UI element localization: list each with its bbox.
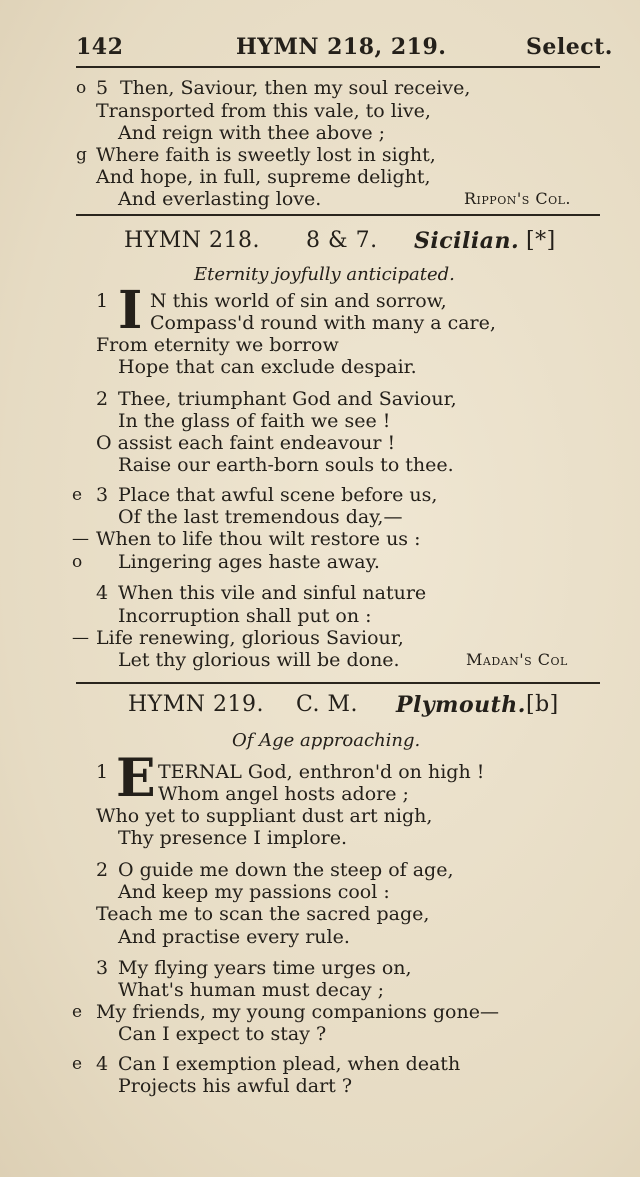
dynamic-mark: —: [72, 628, 89, 648]
hymn-subtitle: Eternity joyfully anticipated.: [194, 264, 455, 285]
verse-line: Where faith is sweetly lost in sight,: [96, 144, 436, 166]
page-number: 142: [76, 34, 124, 60]
stanza-number: 5: [96, 77, 109, 99]
verse-line: Whom angel hosts adore ;: [158, 783, 409, 805]
drop-cap: I: [118, 280, 143, 341]
verse-line: When to life thou wilt restore us :: [96, 528, 421, 550]
stanza-number: 3: [96, 957, 109, 979]
verse-line: From eternity we borrow: [96, 334, 339, 356]
verse-line: O assist each faint endeavour !: [96, 432, 396, 454]
hymn-tune: Plymouth.: [396, 692, 526, 718]
verse-line: And everlasting love.: [118, 188, 322, 210]
hymn-tune: Sicilian.: [414, 228, 520, 254]
verse-line: Hope that can exclude despair.: [118, 356, 417, 378]
verse-line: Who yet to suppliant dust art nigh,: [96, 805, 433, 827]
verse-line: Then, Saviour, then my soul receive,: [120, 77, 471, 99]
verse-line: Thy presence I implore.: [118, 827, 348, 849]
verse-line: And hope, in full, supreme delight,: [96, 166, 431, 188]
verse-line: And reign with thee above ;: [118, 122, 386, 144]
attribution: Madan's Col: [466, 650, 568, 669]
verse-line: Let thy glorious will be done.: [118, 649, 400, 671]
stanza-number: 1: [96, 290, 109, 312]
hymn-meter: C. M.: [296, 692, 359, 717]
verse-line: What's human must decay ;: [118, 979, 385, 1001]
stanza-number: 4: [96, 582, 109, 604]
stanza-number: 2: [96, 859, 109, 881]
hymn-subtitle: Of Age approaching.: [232, 730, 421, 751]
verse-line: And keep my passions cool :: [118, 881, 390, 903]
dynamic-mark: e: [72, 485, 83, 505]
verse-line: And practise every rule.: [118, 926, 350, 948]
verse-line: Can I expect to stay ?: [118, 1023, 327, 1045]
drop-cap: E: [116, 748, 156, 809]
hymn-key: [*]: [526, 228, 556, 253]
verse-line: O guide me down the steep of age,: [118, 859, 454, 881]
verse-line: When this vile and sinful nature: [118, 582, 427, 604]
dynamic-mark: o: [76, 78, 87, 98]
verse-line: TERNAL God, enthron'd on high !: [158, 761, 485, 783]
dynamic-mark: —: [72, 529, 89, 549]
verse-line: N this world of sin and sorrow,: [150, 290, 447, 312]
dynamic-mark: o: [72, 552, 83, 572]
verse-line: Of the last tremendous day,—: [118, 506, 403, 528]
section-rule: [76, 682, 600, 684]
stanza-number: 3: [96, 484, 109, 506]
dynamic-mark: e: [72, 1054, 83, 1074]
verse-line: Raise our earth-born souls to thee.: [118, 454, 454, 476]
verse-line: My friends, my young companions gone—: [96, 1001, 499, 1023]
verse-line: Lingering ages haste away.: [118, 551, 380, 573]
hymn-meter: 8 & 7.: [306, 228, 378, 253]
hymn-key: [b]: [526, 692, 559, 717]
verse-line: Place that awful scene before us,: [118, 484, 438, 506]
stanza-number: 4: [96, 1053, 109, 1075]
verse-line: Incorruption shall put on :: [118, 605, 372, 627]
verse-line: My flying years time urges on,: [118, 957, 412, 979]
verse-line: Teach me to scan the sacred page,: [96, 903, 430, 925]
verse-line: In the glass of faith we see !: [118, 410, 391, 432]
stanza-number: 2: [96, 388, 109, 410]
page-header-title: HYMN 218, 219.: [236, 34, 447, 60]
dynamic-mark: e: [72, 1002, 83, 1022]
attribution: Rippon's Col.: [464, 189, 572, 208]
section-rule: [76, 214, 600, 216]
page-section-label: Select.: [526, 34, 613, 60]
verse-line: Projects his awful dart ?: [118, 1075, 353, 1097]
header-rule: [76, 66, 600, 68]
verse-line: Transported from this vale, to live,: [96, 100, 431, 122]
verse-line: Thee, triumphant God and Saviour,: [118, 388, 457, 410]
verse-line: Compass'd round with many a care,: [150, 312, 496, 334]
hymn-title: HYMN 218.: [124, 228, 260, 253]
verse-line: Life renewing, glorious Saviour,: [96, 627, 404, 649]
dynamic-mark: g: [76, 145, 87, 165]
stanza-number: 1: [96, 761, 109, 783]
verse-line: Can I exemption plead, when death: [118, 1053, 461, 1075]
hymn-title: HYMN 219.: [128, 692, 264, 717]
